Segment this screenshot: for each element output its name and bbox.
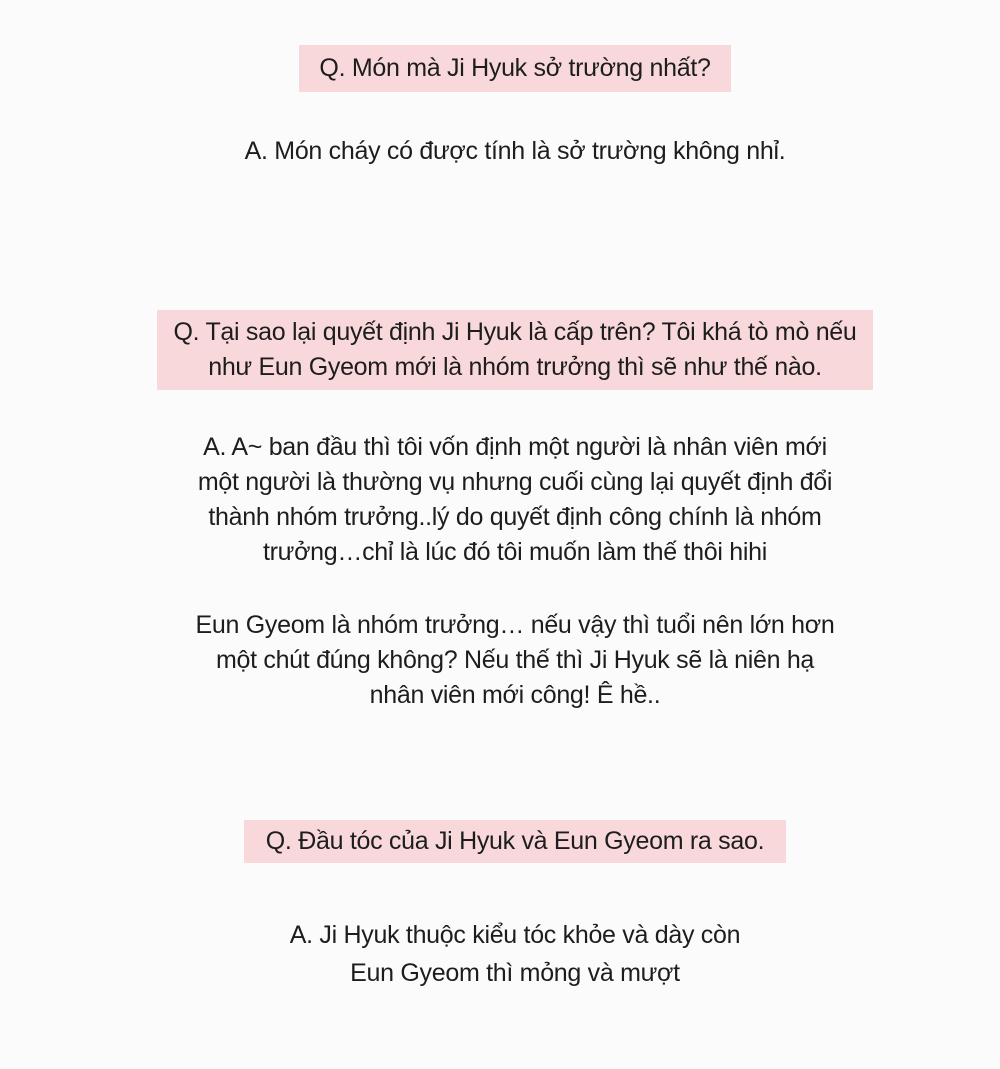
answer-block-1 <box>15 134 1000 169</box>
question-3-highlight <box>244 820 786 863</box>
answer-block-3 <box>15 916 1000 992</box>
answer-2b-line-2: một chút đúng không? Nếu thế thì Ji Hyuk sẽ là niên hạ <box>215 646 815 674</box>
question-2-line-1: Q. Tại sao lại quyết định Ji Hyuk là cấp trên? Tôi khá tò mò nếu <box>173 318 857 346</box>
question-2-highlight <box>157 310 872 390</box>
question-block-3 <box>15 820 1000 863</box>
answer-2-line-2: một người là thường vụ nhưng cuối cùng lại quyết định đổi <box>197 468 833 496</box>
question-2-line-2: như Eun Gyeom mới là nhóm trưởng thì sẽ như thế nào. <box>208 353 822 381</box>
question-3-text: Q. Đầu tóc của Ji Hyuk và Eun Gyeom ra sao. <box>265 827 765 855</box>
answer-2-line-1: A. A~ ban đầu thì tôi vốn định một người là nhân viên mới <box>203 433 827 461</box>
question-block-1 <box>15 45 1000 92</box>
answer-2b-line-3: nhân viên mới công! Ê hề.. <box>369 681 661 709</box>
question-block-2 <box>15 310 1000 390</box>
answer-3-line-2: Eun Gyeom thì mỏng và mượt <box>350 959 680 987</box>
answer-2-line-3: thành nhóm trưởng..lý do quyết định công chính là nhóm <box>208 503 822 531</box>
answer-2-line-4: trưởng…chỉ là lúc đó tôi muốn làm thế thôi hihi <box>262 538 767 566</box>
answer-block-2-paragraph-2 <box>15 608 1000 713</box>
answer-block-2-paragraph-1 <box>15 430 1000 570</box>
answer-3-line-1: A. Ji Hyuk thuộc kiểu tóc khỏe và dày còn <box>289 921 741 949</box>
answer-2b-line-1: Eun Gyeom là nhóm trưởng… nếu vậy thì tuổi nên lớn hơn <box>195 611 835 639</box>
answer-1-line-1: A. Món cháy có được tính là sở trường không nhỉ. <box>244 137 786 165</box>
question-1-text: Q. Món mà Ji Hyuk sở trường nhất? <box>319 54 711 82</box>
question-1-highlight <box>299 45 730 92</box>
